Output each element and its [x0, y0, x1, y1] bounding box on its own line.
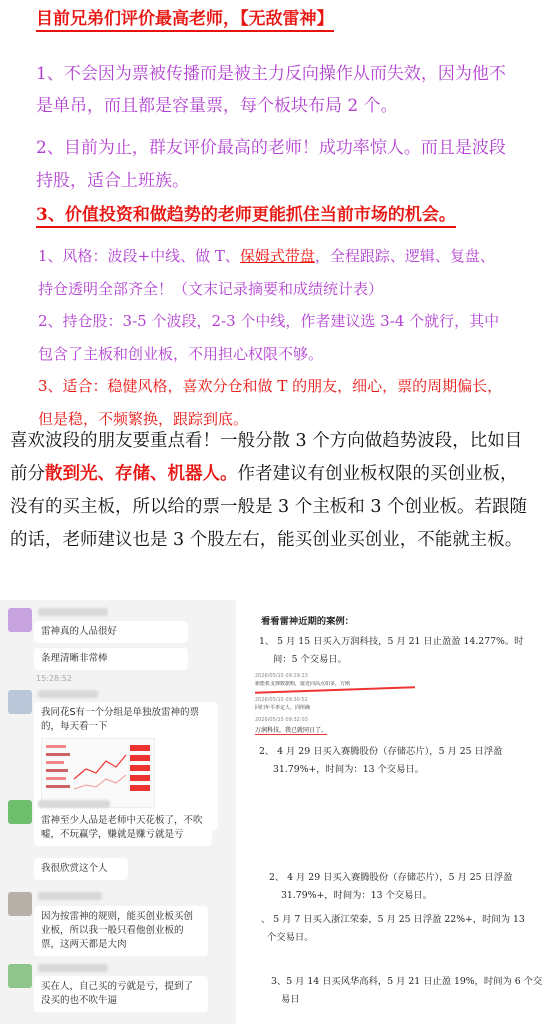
blurred-name: [38, 608, 108, 616]
style-highlight: 保姆式带盘: [239, 247, 315, 265]
main-highlight: 散到光、存储、机器人。: [45, 464, 238, 484]
chat-message: 雷神真的人品很好: [34, 621, 188, 643]
header: [36, 6, 516, 32]
avatar: [8, 800, 32, 824]
avatar: [8, 964, 32, 988]
mini-message: 万润科技，我已就同日了。: [255, 727, 328, 734]
mini-message: 新能机支撑数据购，接近同高点如多，方刚: [255, 681, 351, 687]
blurred-name: [38, 964, 108, 972]
case-line: 1、 5 月 15 日买入万润科技，5 月 21 日止盈盈 14.277%。时: [259, 636, 524, 647]
cases-heading: 看看雷神近期的案例：: [261, 616, 354, 627]
stock-chart-icon: [42, 739, 154, 807]
case-line: 31.79%+，时间为：13 个交易日。: [273, 764, 424, 775]
main-part-2: 作者建议有创业板权限的买创业板，没有的买主板，所以给的票一般是 3 个主板和 3 个创业板。若跟随的话，老师建议也是 3 个股左右，能买创业买创业，不能就主板。: [10, 464, 528, 550]
case-line: 3、5 月 14 日买风华高科，5 月 21 日止盈 19%，时间为 6 个交: [271, 976, 543, 987]
timestamp: 15:28:52: [36, 674, 72, 683]
page-title: 目前兄弟们评价最高老师，【无敌雷神】: [36, 9, 334, 32]
main-part-1: 喜欢波段的朋友要重点看！一般分散 3 个方向做趋势波段，比如目前分: [10, 431, 523, 484]
mini-timestamp: 2026/05/15 09:29:23: [255, 673, 308, 679]
case-line: 2、 4 月 29 日买入赛腾股份（存储芯片），5 月 25 日浮盈: [259, 746, 503, 757]
chat-message-text: 我同花S有一个分组是单独放雷神的票的，每天看一下: [41, 707, 200, 732]
chat-message: 我很欣赏这个人: [34, 858, 128, 880]
stock-list-thumbnail: [41, 738, 155, 808]
chat-screenshot: [0, 600, 236, 1024]
case-line: 易日: [281, 994, 300, 1005]
style-prefix: 1、风格：波段+中线、做 T、: [38, 247, 240, 265]
mini-message: 回归年平率定人，同所确: [255, 705, 311, 711]
avatar: [8, 892, 32, 916]
chat-message: 因为按雷神的规则，能买创业板买创业板，所以我一般只看他创业板的票，这两天都是大肉: [34, 906, 208, 956]
point-3: [36, 202, 518, 228]
point-2: 2、目前为止，群友评价最高的老师！成功率惊人。而且是波段持股，适合上班族。: [36, 138, 506, 191]
mini-timestamp: 2026/05/15 09:32:03: [255, 717, 308, 723]
blurred-name: [38, 690, 98, 698]
case-line: 、 5 月 7 日买入浙江荣泰，5 月 25 日浮盈 22%+，时间为 13: [261, 914, 525, 925]
avatar: [8, 608, 32, 632]
blurred-name: [38, 892, 102, 900]
main-paragraph: [10, 425, 530, 557]
mini-timestamp: 2026/05/15 09:30:52: [255, 697, 308, 703]
point-3-text: 3、价值投资和做趋势的老师更能抓住当前市场的机会。: [36, 205, 456, 228]
case-line: 2、 4 月 29 日买入赛腾股份（存储芯片），5 月 25 日浮盈: [269, 872, 513, 883]
case-line: 个交易日。: [267, 932, 314, 943]
case-screenshot: [251, 673, 517, 743]
blurred-name: [38, 800, 110, 808]
chat-message: 买在人，自己买的亏就是亏，提到了没买的也不吹牛逼: [34, 976, 208, 1012]
avatar: [8, 690, 32, 714]
style-suffix: ，全程跟踪、逻辑、复盘、持仓透明全部齐全！（文末记录摘要和成绩统计表）: [38, 247, 495, 298]
holding-line: 2、持仓股：3-5 个波段，2-3 个中线，作者建议选 3-4 个就行，其中包含了主板和创业板，不用担心权限不够。: [38, 312, 500, 363]
chat-message: 雷神至少人品是老师中天花板了，不吹嘘，不玩赢学，赚就是赚亏就是亏: [34, 810, 212, 846]
style-line: [38, 240, 508, 306]
case-line: 31.79%+，时间为：13 个交易日。: [281, 890, 432, 901]
case-line: 间：5 个交易日。: [273, 654, 347, 665]
point-1: 1、不会因为票被传播而是被主力反向操作从而失效，因为他不是单吊，而且都是容量票，每个板块布局 2 个。: [36, 64, 506, 116]
chat-message: 条理清晰非常棒: [34, 648, 188, 670]
recent-cases: [245, 607, 545, 1024]
suitable-line: 3、适合：稳健风格，喜欢分仓和做 T 的朋友，细心，票的周期偏长，但是稳，不频繁换，跟踪到底。: [38, 377, 503, 428]
